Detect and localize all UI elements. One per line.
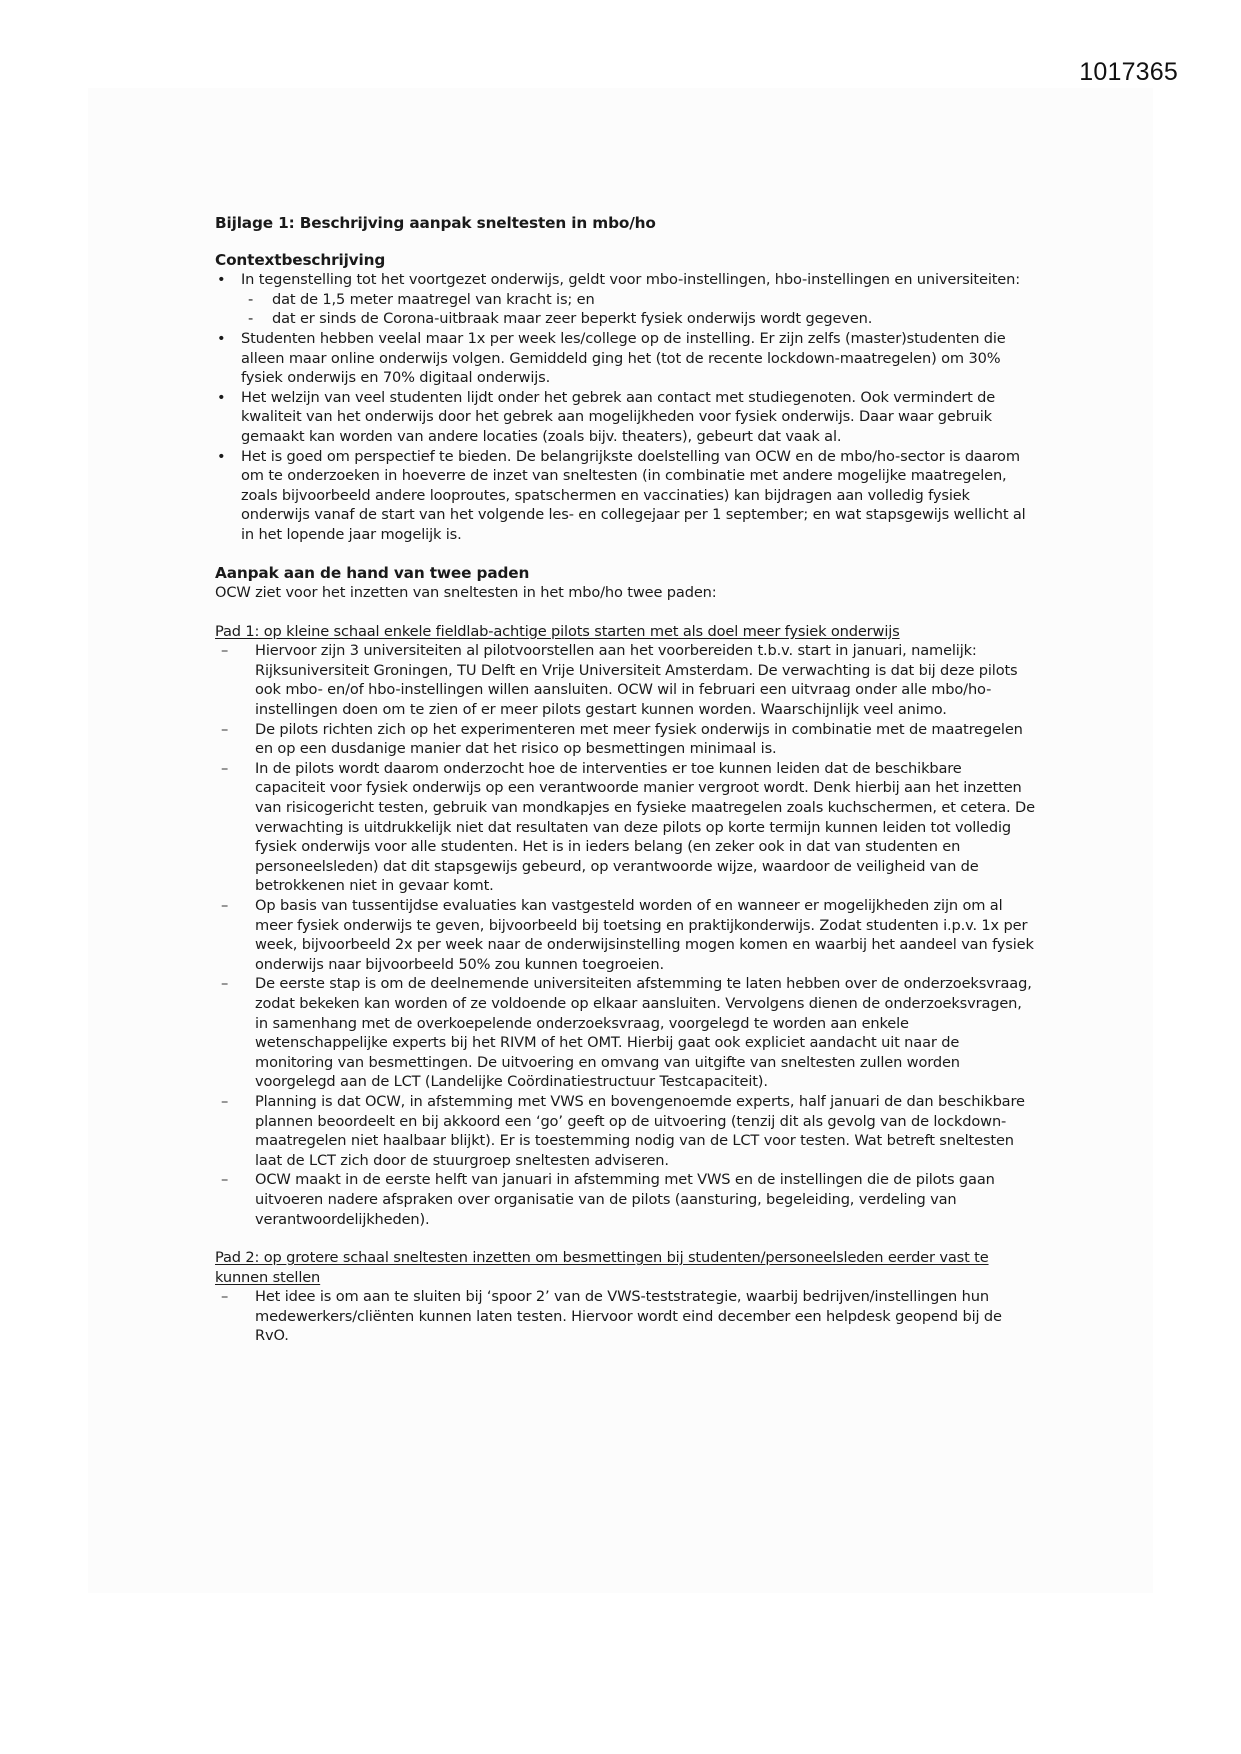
pad2-item: – Het idee is om aan te sluiten bij ‘spoor 2’ van de VWS-teststrategie, waarbij bedrijven/instellingen hun medewerkers/cliënten kunnen laten testen. Hiervoor wordt eind december een helpdesk geopend bij de RvO. xyxy=(215,1287,1035,1346)
context-bullet: • Studenten hebben veelal maar 1x per week les/college op de instelling. Er zijn zelfs (master)studenten die alleen maar online onderwijs volgen. Gemiddeld ging het (tot de recente lockdown-maatregelen) om 30% fysiek onderwijs en 70% digitaal onderwijs. xyxy=(215,329,1035,388)
context-heading: Contextbeschrijving xyxy=(215,250,386,269)
approach-heading: Aanpak aan de hand van twee paden xyxy=(215,563,530,582)
spacer xyxy=(215,603,1035,622)
pad1-item: – In de pilots wordt daarom onderzocht hoe de interventies er toe kunnen leiden dat de beschikbare capaciteit voor fysiek onderwijs op een verantwoorde manier vergroot wordt. Denk hierbij aan het inzetten van risicogericht testen, gebruik van mondkapjes en fysieke maatregelen zoals kuchschermen, et cetera. De verwachting is uitdrukkelijk niet dat resultaten van deze pilots op korte termijn kunnen leiden tot volledig fysiek onderwijs voor alle studenten. Het is in ieders belang (en zeker ook in dat van studenten en personeelsleden) dat dit stapsgewijs gebeurd, op verantwoorde wijze, waardoor de veiligheid van de betrokkenen niet in gevaar komt. xyxy=(215,759,1035,896)
spacer xyxy=(215,545,1035,564)
sub-item: - dat de 1,5 meter maatregel van kracht is; en xyxy=(215,290,1035,310)
pad2-list xyxy=(215,1287,1035,1346)
context-section xyxy=(215,251,1035,545)
pad1-item: – De pilots richten zich op het experimenteren met meer fysiek onderwijs in combinatie met de maatregelen en op een dusdanige manier dat het risico op besmettingen minimaal is. xyxy=(215,720,1035,759)
pad1-item: – OCW maakt in de eerste helft van januari in afstemming met VWS en de instellingen die de pilots gaan uitvoeren nadere afspraken over organisatie van de pilots (aansturing, begeleiding, verdeling van verantwoordelijkheden). xyxy=(215,1170,1035,1229)
pad1-list xyxy=(215,641,1035,1229)
pad2-heading: Pad 2: op grotere schaal sneltesten inzetten om besmettingen bij studenten/personeelsleden eerder vast te kunnen stellen xyxy=(215,1249,989,1286)
pad1-item: – Op basis van tussentijdse evaluaties kan vastgesteld worden of en wanneer er mogelijkheden zijn om al meer fysiek onderwijs te geven, bijvoorbeeld bij toetsing en praktijkonderwijs. Zodat studenten i.p.v. 1x per week, bijvoorbeeld 2x per week naar de onderwijsinstelling mogen komen en waarbij het aandeel van fysiek onderwijs naar bijvoorbeeld 50% zou kunnen toegroeien. xyxy=(215,896,1035,974)
pad1-heading: Pad 1: op kleine schaal enkele fieldlab-achtige pilots starten met als doel meer fysiek onderwijs xyxy=(215,622,900,640)
pad1-item: – De eerste stap is om de deelnemende universiteiten afstemming te laten hebben over de onderzoeksvraag, zodat bekeken kan worden of ze voldoende op elkaar aansluiten. Vervolgens dienen de onderzoeksvragen, in samenhang met de overkoepelende onderzoeksvraag, voorgelegd te worden aan enkele wetenschappelijke experts bij het RIVM of het OMT. Hierbij gaat ook expliciet aandacht uit naar de monitoring van besmettingen. De uitvoering en omvang van uitgifte van sneltesten zullen worden voorgelegd aan de LCT (Landelijke Coördinatiestructuur Testcapaciteit). xyxy=(215,974,1035,1092)
pad1-section xyxy=(215,622,1035,1229)
document-body xyxy=(215,214,1035,1346)
pad1-item: – Hiervoor zijn 3 universiteiten al pilotvoorstellen aan het voorbereiden t.b.v. start in januari, namelijk: Rijksuniversiteit Groningen, TU Delft en Vrije Universiteit Amsterdam. De verwachting is dat bij deze pilots ook mbo- en/of hbo-instellingen willen aansluiten. OCW wil in februari een uitvraag onder alle mbo/ho-instellingen doen om te zien of er meer pilots gestart kunnen worden. Waarschijnlijk veel animo. xyxy=(215,641,1035,719)
approach-intro: OCW ziet voor het inzetten van sneltesten in het mbo/ho twee paden: xyxy=(215,584,717,602)
context-bullet: • Het welzijn van veel studenten lijdt onder het gebrek aan contact met studiegenoten. Ook vermindert de kwaliteit van het onderwijs door het gebrek aan mogelijkheden voor fysiek onderwijs. Daar waar gebruik gemaakt kan worden van andere locaties (zoals bijv. theaters), gebeurt dat vaak al. xyxy=(215,388,1035,447)
document-title: Bijlage 1: Beschrijving aanpak sneltesten in mbo/ho xyxy=(215,214,656,232)
context-bullet-list xyxy=(215,270,1035,544)
approach-section xyxy=(215,564,1035,1347)
spacer xyxy=(215,1229,1035,1248)
pad1-item: – Planning is dat OCW, in afstemming met VWS en bovengenoemde experts, half januari de dan beschikbare plannen beoordeelt en bij akkoord een ‘go’ geeft op de uitvoering (tenzij dit als gevolg van de lockdown-maatregelen niet haalbaar blijkt). Er is toestemming nodig van de LCT voor testen. Wat betreft sneltesten laat de LCT zich door de stuurgroep sneltesten adviseren. xyxy=(215,1092,1035,1170)
bullet-text: In tegenstelling tot het voortgezet onderwijs, geldt voor mbo-instellingen, hbo-instellingen en universiteiten: xyxy=(241,271,1020,289)
pad2-section xyxy=(215,1248,1035,1346)
sub-item: - dat er sinds de Corona-uitbraak maar zeer beperkt fysiek onderwijs wordt gegeven. xyxy=(215,309,1035,329)
context-bullet: • Het is goed om perspectief te bieden. De belangrijkste doelstelling van OCW en de mbo/ho-sector is daarom om te onderzoeken in hoeverre de inzet van sneltesten (in combinatie met andere mogelijke maatregelen, zoals bijvoorbeeld andere looproutes, spatschermen en vaccinaties) kan bijdragen aan volledig fysiek onderwijs vanaf de start van het volgende les- en collegejaar per 1 september; en wat stapsgewijs wellicht al in het lopende jaar mogelijk is. xyxy=(215,447,1035,545)
context-bullet xyxy=(215,270,1035,329)
document-id: 1017365 xyxy=(1079,58,1178,86)
context-sub-list xyxy=(241,290,1035,329)
